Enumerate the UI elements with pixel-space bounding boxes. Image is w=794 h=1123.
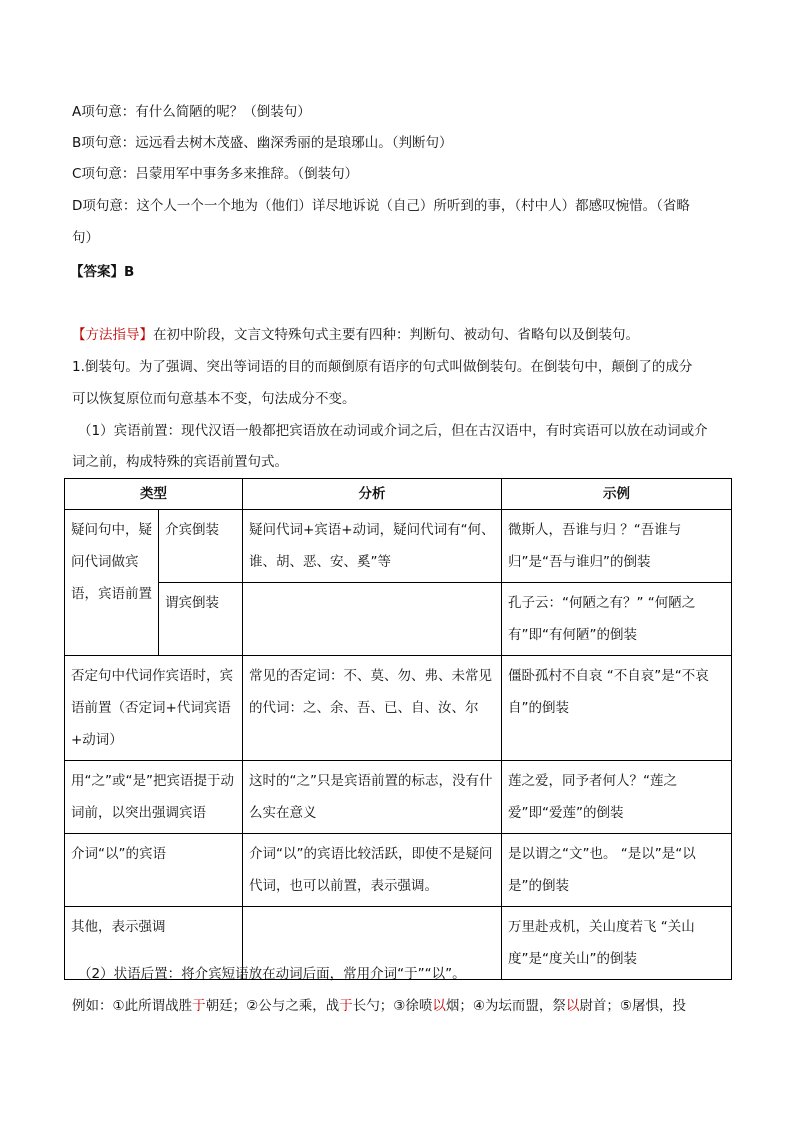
example-part: 烟；④为坛而盟，祭 <box>445 998 566 1014</box>
method-tag: 【方法指导】 <box>72 327 153 343</box>
row2-analysis <box>243 583 502 656</box>
option-c: C项句意：吕蒙用军中事务多来推辞。（倒装句） <box>72 166 359 182</box>
table-row <box>65 583 732 656</box>
method-text: 在初中阶段，文言文特殊句式主要有四种：判断句、被动句、省略句以及倒装句。 <box>153 327 639 343</box>
example-line <box>72 996 686 1016</box>
row2-example: 孔子云：“何陋之有？” “何陋之有”即“有何陋”的倒装 <box>502 583 732 656</box>
table-row <box>65 656 732 761</box>
inversion-line-2: 可以恢复原位而句意基本不变，句法成分不变。 <box>72 391 356 407</box>
row3-type: 否定句中代词作宾语时，宾语前置（否定词+代词宾语+动词） <box>65 656 243 761</box>
row1-analysis: 疑问代词+宾语+动词，疑问代词有“何、谁、胡、恶、安、奚”等 <box>243 510 502 583</box>
table-row <box>65 510 732 583</box>
table-header-row <box>65 479 732 510</box>
object-front-table <box>64 478 732 980</box>
highlight-char: 以 <box>565 998 580 1014</box>
option-b: B项句意：远远看去树木茂盛、幽深秀丽的是琅琊山。（判断句） <box>72 135 453 151</box>
option-d: D项句意：这个人一个一个地为（他们）详尽地诉说（自己）所听到的事，（村中人）都感叹惋惜。（省略 <box>72 198 690 214</box>
highlight-char: 于 <box>192 998 206 1014</box>
row5-example: 是以谓之“文”也。 “是以”是“以是”的倒装 <box>502 834 732 907</box>
option-a: A项句意：有什么简陋的呢？（倒装句） <box>72 104 311 120</box>
header-analysis: 分析 <box>243 479 502 510</box>
highlight-char: 以 <box>432 998 446 1014</box>
row2-sub: 谓宾倒装 <box>159 583 243 656</box>
answer: 【答案】B <box>70 264 135 280</box>
row4-type: 用“之”或“是”把宾语提于动词前，以突出强调宾语 <box>65 761 243 834</box>
inversion-line-1: 1.倒装句。为了强调、突出等词语的目的而颠倒原有语序的句式叫做倒装句。在倒装句中，颠倒了的成分 <box>72 359 693 375</box>
row6-example: 万里赴戎机，关山度若飞 “关山度”是“度关山”的倒装 <box>502 907 732 980</box>
table-row <box>65 834 732 907</box>
row3-analysis: 常见的否定词：不、莫、勿、弗、未常见的代词：之、余、吾、已、自、汝、尔 <box>243 656 502 761</box>
row1-example: 微斯人，吾谁与归 ？“吾谁与归”是“吾与谁归”的倒装 <box>502 510 732 583</box>
object-front-line-1: （1）宾语前置：现代汉语一般都把宾语放在动词或介词之后，但在古汉语中，有时宾语可以放在动词或介 <box>78 423 708 439</box>
row1-sub: 介宾倒装 <box>159 510 243 583</box>
example-part: 尉首；⑤屠惧，投 <box>579 998 687 1014</box>
example-part: 例如：①此所谓战胜 <box>72 998 193 1014</box>
option-d-cont: 句） <box>72 230 99 246</box>
row4-analysis: 这时的“之”只是宾语前置的标志，没有什么实在意义 <box>243 761 502 834</box>
row6-type: 其他，表示强调 <box>65 907 243 980</box>
row1-type: 疑问句中，疑问代词做宾语，宾语前置 <box>65 510 159 656</box>
example-part: 朝廷；②公与之乘，战 <box>205 998 340 1014</box>
header-type: 类型 <box>65 479 243 510</box>
method-guidance <box>72 325 639 345</box>
row5-type: 介词“以”的宾语 <box>65 834 243 907</box>
adverbial-postposition: （2）状语后置：将介宾短语放在动词后面，常用介词“于”“以”。 <box>78 966 466 982</box>
row4-example: 莲之爱，同予者何人？“莲之爱”即“爱莲”的倒装 <box>502 761 732 834</box>
example-part: 长勺；③徐喷 <box>352 998 433 1014</box>
object-front-line-2: 词之前，构成特殊的宾语前置句式。 <box>72 454 288 470</box>
table-row <box>65 761 732 834</box>
highlight-char: 于 <box>339 998 353 1014</box>
row5-analysis: 介词“以”的宾语比较活跃，即使不是疑问代词，也可以前置，表示强调。 <box>243 834 502 907</box>
row3-example: 僵卧孤村不自哀 “不自哀”是“不哀自”的倒装 <box>502 656 732 761</box>
header-example: 示例 <box>502 479 732 510</box>
